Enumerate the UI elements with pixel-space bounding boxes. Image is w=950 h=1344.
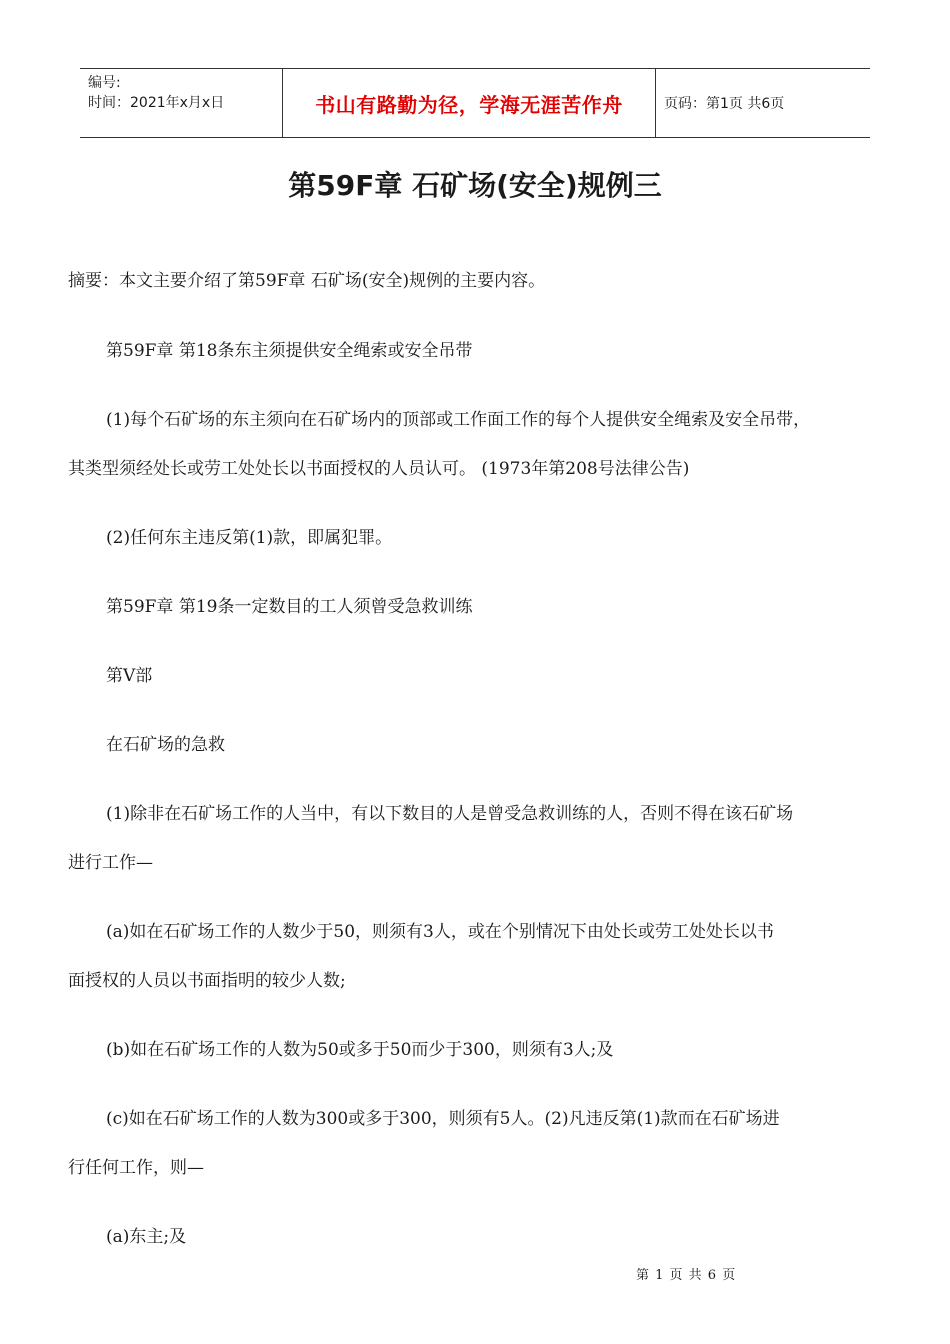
body-paragraph: 其类型须经处长或劳工处处长以书面授权的人员认可。 (1973年第208号法律公告) <box>68 459 690 479</box>
body-paragraph: (a)如在石矿场工作的人数少于50，则须有3人，或在个别情况下由处长或劳工处处长以书 <box>106 922 774 942</box>
section-heading-18: 第59F章 第18条东主须提供安全绳索或安全吊带 <box>106 341 473 361</box>
document-title: 第59F章 石矿场(安全)规例三 <box>288 169 662 202</box>
body-paragraph: (b)如在石矿场工作的人数为50或多于50而少于300，则须有3人;及 <box>106 1040 614 1060</box>
abstract-paragraph: 摘要：本文主要介绍了第59F章 石矿场(安全)规例的主要内容。 <box>68 271 546 291</box>
body-paragraph: (c)如在石矿场工作的人数为300或多于300，则须有5人。(2)凡违反第(1)款而在石矿场进 <box>106 1109 780 1129</box>
body-paragraph: (a)东主;及 <box>106 1227 187 1247</box>
document-time: 时间：2021年x月x日 <box>88 95 225 111</box>
header-motto: 书山有路勤为径，学海无涯苦作舟 <box>282 69 656 137</box>
header-meta <box>88 73 278 113</box>
part-heading: 第V部 <box>106 666 153 686</box>
body-paragraph: 进行工作— <box>68 853 153 873</box>
page-footer: 第 1 页 共 6 页 <box>636 1268 737 1283</box>
body-paragraph: (1)每个石矿场的东主须向在石矿场内的顶部或工作面工作的每个人提供安全绳索及安全吊带， <box>106 410 811 430</box>
header-page-info: 页码：第1页 共6页 <box>664 96 785 112</box>
body-paragraph: 行任何工作，则— <box>68 1158 204 1178</box>
section-heading-19: 第59F章 第19条一定数目的工人须曾受急救训练 <box>106 597 473 617</box>
document-number-label: 编号: <box>88 75 121 91</box>
body-paragraph: (2)任何东主违反第(1)款，即属犯罪。 <box>106 528 393 548</box>
page-header <box>80 68 870 138</box>
part-subheading: 在石矿场的急救 <box>106 735 225 755</box>
body-paragraph: 面授权的人员以书面指明的较少人数; <box>68 971 346 991</box>
body-paragraph: (1)除非在石矿场工作的人当中，有以下数目的人是曾受急救训练的人，否则不得在该石矿场 <box>106 804 794 824</box>
